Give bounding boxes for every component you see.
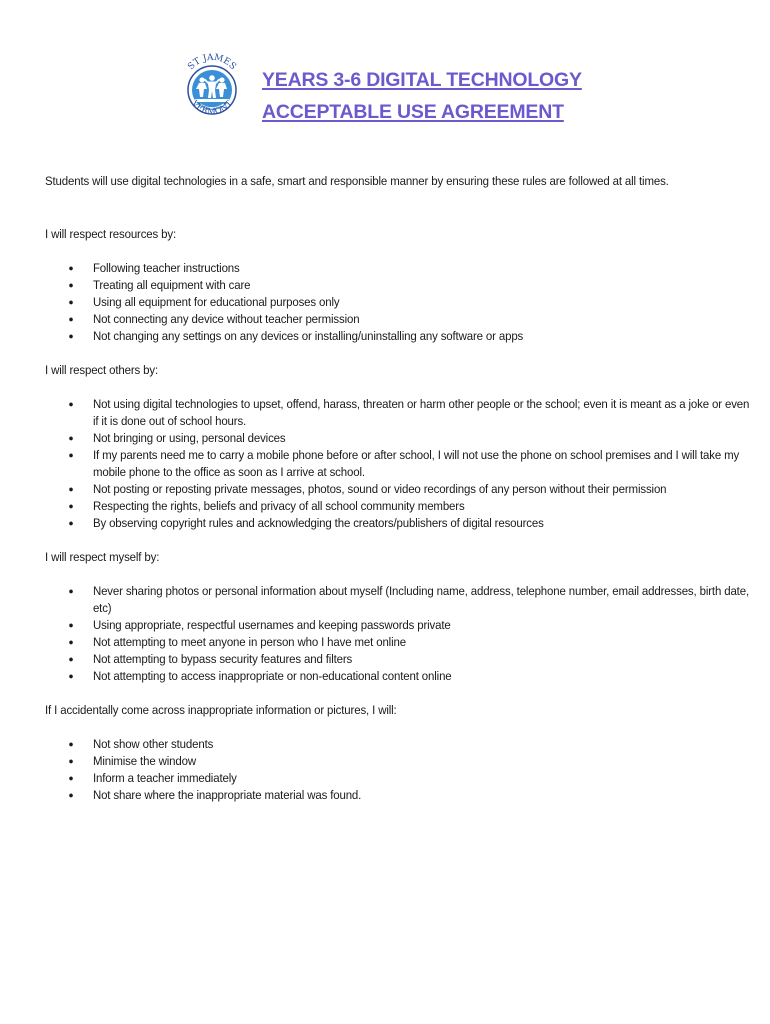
logo-bottom-text: VERMONT xyxy=(189,98,235,118)
list-item: ● Not posting or reposting private messages, photos, sound or video recordings of any person without their permission xyxy=(45,481,751,498)
list-item: ● Not share where the inappropriate material was found. xyxy=(45,787,751,804)
section-heading-others: I will respect others by: xyxy=(45,363,158,377)
list-item: ● Never sharing photos or personal information about myself (Including name, address, telephone number, email addresses, birth date, etc) xyxy=(45,583,751,617)
list-item: ● Not bringing or using, personal devices xyxy=(45,430,751,447)
list-item: ● Inform a teacher immediately xyxy=(45,770,751,787)
list-item: ● Not using digital technologies to upset, offend, harass, threaten or harm other people or the school; even it is meant as a joke or even if it is done out of school hours. xyxy=(45,396,751,430)
list-item: ● Respecting the rights, beliefs and privacy of all school community members xyxy=(45,498,751,515)
list-item: ● Not attempting to bypass security features and filters xyxy=(45,651,751,668)
list-item: ● Not changing any settings on any devices or installing/uninstalling any software or apps xyxy=(45,328,751,345)
list-myself xyxy=(45,583,750,685)
list-item: ● Not attempting to meet anyone in person who I have met online xyxy=(45,634,751,651)
title-line-2: ACCEPTABLE USE AGREEMENT xyxy=(262,101,564,123)
list-item: ● Treating all equipment with care xyxy=(45,277,751,294)
section-heading-accidental: If I accidentally come across inappropriate information or pictures, I will: xyxy=(45,703,397,717)
list-resources xyxy=(45,260,684,345)
list-others xyxy=(45,396,750,532)
list-item: ● If my parents need me to carry a mobile phone before or after school, I will not use the phone on school premises and I will take my mobile phone to the office as soon as I arrive at school. xyxy=(45,447,751,481)
title-line-1: YEARS 3-6 DIGITAL TECHNOLOGY xyxy=(262,69,582,91)
page-title xyxy=(262,64,582,128)
list-item: ● Not show other students xyxy=(45,736,751,753)
section-heading-resources: I will respect resources by: xyxy=(45,227,177,241)
list-item: ● Not attempting to access inappropriate or non-educational content online xyxy=(45,668,751,685)
school-crest-icon xyxy=(178,52,246,128)
list-item: ● Not connecting any device without teacher permission xyxy=(45,311,751,328)
list-item: ● By observing copyright rules and acknowledging the creators/publishers of digital resources xyxy=(45,515,751,532)
list-accidental xyxy=(45,736,684,804)
document-body xyxy=(45,173,750,804)
list-item: ● Minimise the window xyxy=(45,753,751,770)
section-heading-myself: I will respect myself by: xyxy=(45,550,160,564)
list-item: ● Using all equipment for educational purposes only xyxy=(45,294,751,311)
list-item: ● Following teacher instructions xyxy=(45,260,751,277)
intro-paragraph: Students will use digital technologies in a safe, smart and responsible manner by ensuring these rules are followed at all times. xyxy=(45,174,669,188)
logo-top-text: ST JAMES xyxy=(186,52,238,73)
school-logo xyxy=(178,52,246,128)
list-item: ● Using appropriate, respectful usernames and keeping passwords private xyxy=(45,617,751,634)
